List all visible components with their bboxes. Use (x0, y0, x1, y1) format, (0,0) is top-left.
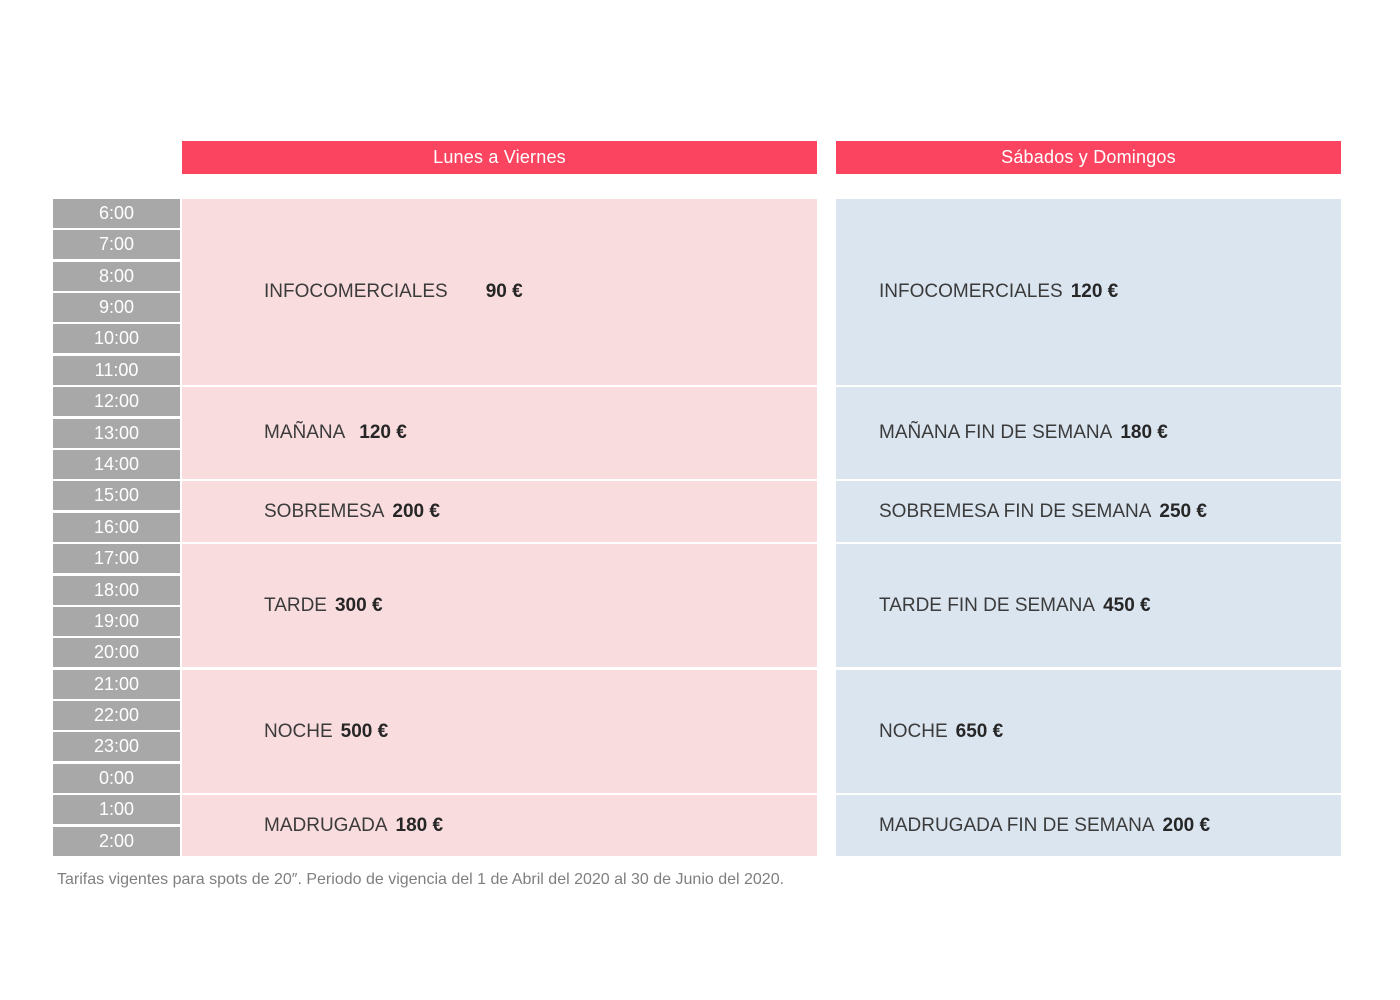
time-slot: 6:00 (53, 199, 180, 228)
rate-price: 200 € (1162, 814, 1211, 836)
rate-price: 180 € (395, 814, 444, 836)
rate-label: MADRUGADA (264, 814, 388, 836)
time-slot: 7:00 (53, 230, 180, 259)
rate-price: 500 € (340, 720, 389, 742)
rate-label: MAÑANA (264, 422, 346, 443)
rate-cell-weekday-tarde (182, 544, 817, 667)
time-slot: 14:00 (53, 450, 180, 479)
header-weekend: Sábados y Domingos (836, 141, 1341, 174)
time-slot: 22:00 (53, 701, 180, 730)
time-slot: 2:00 (53, 827, 180, 856)
time-slot: 18:00 (53, 576, 180, 605)
rate-cell-weekday-sobremesa (182, 481, 817, 542)
time-slot: 8:00 (53, 262, 180, 291)
rate-price: 450 € (1103, 594, 1151, 616)
rate-label: INFOCOMERCIALES (264, 281, 448, 302)
rate-price: 200 € (392, 500, 440, 522)
time-slot: 0:00 (53, 764, 180, 793)
rate-label: NOCHE (264, 720, 333, 742)
time-slot: 17:00 (53, 544, 180, 573)
rate-label: TARDE (264, 594, 327, 616)
time-slot: 1:00 (53, 795, 180, 824)
rate-label: NOCHE (879, 720, 948, 742)
time-slot: 16:00 (53, 513, 180, 542)
rate-label: SOBREMESA FIN DE SEMANA (879, 500, 1152, 522)
rate-cell-weekend-noche (836, 670, 1341, 793)
rate-label: MAÑANA FIN DE SEMANA (879, 422, 1113, 443)
time-slot: 20:00 (53, 638, 180, 667)
rate-price: 120 € (1070, 281, 1119, 302)
time-slot: 11:00 (53, 356, 180, 385)
rate-cell-weekend-madrugada (836, 795, 1341, 856)
time-slot: 13:00 (53, 419, 180, 448)
time-slot: 21:00 (53, 670, 180, 699)
time-slot: 12:00 (53, 387, 180, 416)
rate-label: MADRUGADA FIN DE SEMANA (879, 814, 1155, 836)
rate-label: SOBREMESA (264, 500, 385, 522)
rate-label: INFOCOMERCIALES (879, 281, 1063, 302)
rate-cell-weekday-manana (182, 387, 817, 479)
rate-price: 120 € (359, 422, 407, 443)
validity-note: Tarifas vigentes para spots de 20″. Periodo de vigencia del 1 de Abril del 2020 al 30 de Junio del 2020. (57, 871, 785, 888)
rate-price: 650 € (955, 720, 1004, 742)
header-weekday: Lunes a Viernes (182, 141, 817, 174)
rate-price: 180 € (1120, 422, 1168, 443)
time-slot: 9:00 (53, 293, 180, 322)
rate-cell-weekday-madrugada (182, 795, 817, 856)
time-slot: 19:00 (53, 607, 180, 636)
rate-cell-weekend-sobremesa (836, 481, 1341, 542)
rate-cell-weekend-tarde (836, 544, 1341, 667)
time-slot: 15:00 (53, 481, 180, 510)
rate-cell-weekend-manana (836, 387, 1341, 479)
rate-label: TARDE FIN DE SEMANA (879, 594, 1096, 616)
time-slot: 10:00 (53, 324, 180, 353)
rate-price: 250 € (1159, 500, 1207, 522)
rate-cell-weekday-noche (182, 670, 817, 793)
rate-cell-weekday-infocomerciales (182, 199, 817, 385)
rate-cell-weekend-infocomerciales (836, 199, 1341, 385)
rate-price: 90 € (485, 281, 523, 302)
time-slot: 23:00 (53, 732, 180, 761)
rate-price: 300 € (334, 594, 383, 616)
